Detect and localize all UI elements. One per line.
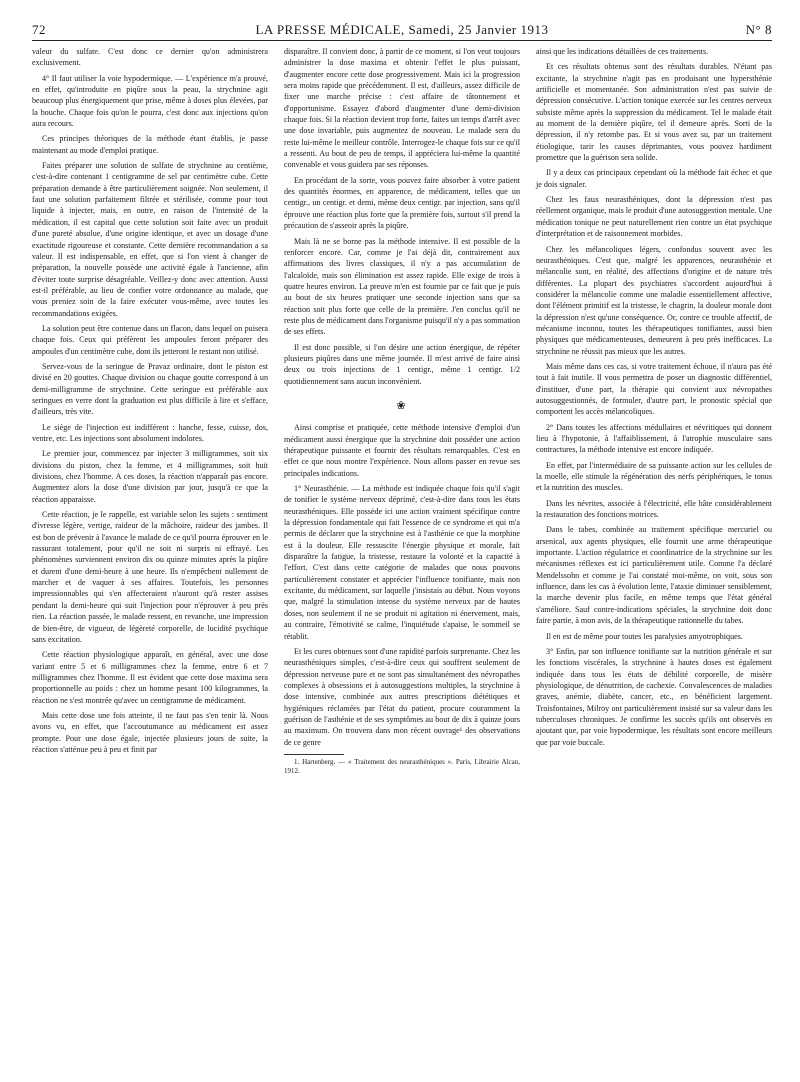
footnote: 1. Hartenberg. — « Traitement des neurasthéniques ». Paris, Librairie Alcan, 1912.: [284, 757, 520, 775]
paragraph: Et ces résultats obtenus sont des résultats durables. N'étant pas excitante, la strychnine n'agit pas en produisant une hypersthénie artificielle et momentanée. Son administration n'est pas suivie de dépression consécutive. L'action tonique exercée sur les centres nerveux subsiste même après la suppression du médicament. Tel le malade était au moment de la dernière piqûre, tel il demeure après. Sorti de la dépression, il n'y retombe pas. Et si vous avez su, par un traitement étiologique, tarir les causes déprimantes, vous pouvez hardiment promettre que la guérison sera solide.: [536, 62, 772, 163]
paragraph: En effet, par l'intermédiaire de sa puissante action sur les cellules de la moelle, elle stimule la régénération des nerfs périphériques, le tonus et la nutrition des muscles.: [536, 460, 772, 493]
paragraph: Le premier jour, commencez par injecter 3 milligrammes, soit six divisions du piston, chez la femme, et 4 milligrammes, soit huit divisions, chez l'homme. A ces doses, la réaction n'apparaît pas encore. Augmentez alors la dose d'une division par jour, jusqu'à ce que la réaction apparaisse.: [32, 449, 268, 504]
paragraph: Le siège de l'injection est indifférent : hanche, fesse, cuisse, dos, ventre, etc. Les injections sont absolument indolores.: [32, 422, 268, 443]
page-header: [32, 20, 772, 42]
paragraph: valeur du sulfate. C'est donc ce dernier qu'on administrera exclusivement.: [32, 47, 268, 68]
header-rule: [32, 40, 772, 41]
page-number: 72: [32, 22, 46, 37]
paragraph: En procédant de la sorte, vous pouvez faire absorber à votre patient des quantités énormes, en apparence, de médicament, telles que un centigr., un centigr. et demi, même deux centigr. par injection, sans qu'il éprouve une réaction plus forte que la première fois, surtout s'il prend la précaution de s'asseoir après la piqûre.: [284, 175, 520, 231]
paragraph: 3° Enfin, par son influence tonifiante sur la nutrition générale et sur les fonctions viscérales, la strychnine à hautes doses est également indiquée dans tous les états de débilité corporelle, de misère physiologique, de dénutrition, de cachexie. Convalescences de maladies graves, anémie, diabète, cancer, etc., en bénéficient largement. Troisfontaines, Milroy ont particulièrement insisté sur sa valeur dans les tuberculoses chroniques. Je confirme les succès qu'ils ont observés en ajoutant que, par voie hypodermique, les résultats sont encore meilleurs que par voie buccale.: [536, 646, 772, 747]
footnote-rule: [284, 754, 344, 755]
paragraph: Ces principes théoriques de la méthode étant établis, je passe maintenant au mode d'emploi pratique.: [32, 134, 268, 155]
section-ornament: ❀: [396, 399, 408, 412]
paragraph: Ainsi comprise et pratiquée, cette méthode intensive d'emploi d'un médicament aussi énergique que la strychnine doit posséder une action thérapeutique puissante et fournir des résultats remarquables. C'est en effet ce que nous montre l'expérience. Nous allons passer en revue ses principales indications.: [284, 423, 520, 478]
paragraph: Il en est de même pour toutes les paralysies amyotrophiques.: [546, 631, 743, 641]
paragraph: Faites préparer une solution de sulfate de strychnine au centième, c'est-à-dire contenant 1 centigramme de sel par centimètre cube. Cette préparation demande à être particulièrement soignée. Non seulement, il faut une solution parfaitement filtrée et stérilisée, comme pour tout liquide à injecter, mais, en outre, en raison de l'intensité de la médication, il est capital que cette solution soit faite avec un produit d'une pureté absolue, d'une origine identique, et avec un dosage d'une exactitude rigoureuse et constante. Cette dernière recommandation a sa valeur. Il est indispensable, en effet, que si l'on vient à changer de préparation, la nouvelle possède une activité égale à l'ancienne, afin d'éviter toute surprise désagréable. Veillez-y donc avec attention. Aussi est-il préférable, au lieu de confier votre ordonnance au malade, que vous preniez soin de la faire exécuter vous-même, avec toutes les recommandations exigées.: [32, 161, 268, 318]
paragraph: Mais là ne se borne pas la méthode intensive. Il est possible de la renforcer encore. Car, comme je l'ai déjà dit, contrairement aux affirmations des livres classiques, il n'y a pas accumulation de l'alcaloïde, mais son élimination est assez rapide. Elle exige de trois à quatre heures environ. La preuve m'en est fournie par ce fait que je puis au bout de six heures pratiquer une seconde injection sans que sa réaction soit plus forte que celle de la première. J'en conclus qu'il ne reste plus de médicament dans l'organisme puisqu'il n'y a pas sommation de ses effets.: [284, 236, 520, 337]
journal-title: LA PRESSE MÉDICALE, Samedi, 25 Janvier 1913: [255, 22, 549, 37]
paragraph: 1° Neurasthénie. — La méthode est indiquée chaque fois qu'il s'agit de tonifier le système nerveux déprimé, c'est-à-dire dans tous les états neurasthéniques. Elle possède ici une action vraiment spécifique contre la dépression fondamentale qui fait l'essence de ce syndrome et qui m'a permis de déclarer que la strychnine est à l'asthénie ce que la morphine est à la douleur. Elle ressuscite l'énergie physique et morale, fait disparaître la fatigue, la tristesse, restaure la volonté et la capacité à l'effort. C'est dans cette catégorie de malades que nous pouvons particulièrement constater et apprécier l'influence tonifiante, mais non excitante, du médicament, sur laquelle j'insistais au début. Nous voyons que, malgré la stimulation intense du système nerveux par de hautes doses, non seulement il ne se produit ni agitation ni énervement, mais, au contraire, l'émotivité se calme, l'inquiétude s'apaise, le sommeil se rétablit.: [284, 484, 520, 641]
paragraph: La solution peut être contenue dans un flacon, dans lequel on puisera chaque fois. Ceux qui préfèrent les ampoules feront préparer des ampoules d'un centimètre cube, dont ils jetteront le restant non utilisé.: [32, 323, 268, 356]
paragraph: 2° Dans toutes les affections médullaires et névritiques qui donnent lieu à l'hypotonie, à l'affaiblissement, à l'atrophie musculaire sans contractures, la méthode intensive est encore indiquée.: [536, 422, 772, 455]
column-right: [536, 46, 772, 752]
paragraph: Mais cette dose une fois atteinte, il ne faut pas s'en tenir là. Nous avons vu, en effet, que l'accoutumance au médicament est assez prompte. Pour une dose égale, injectée plusieurs jours de suite, la réaction s'atténue peu à peu et finit par: [32, 710, 268, 754]
paragraph: Il y a deux cas principaux cependant où la méthode fait échec et que je dois signaler.: [536, 168, 772, 189]
paragraph: Il est donc possible, si l'on désire une action énergique, de répéter plusieurs piqûres dans une même journée. Il m'est arrivé de faire ainsi deux ou trois injections de 1 centigr., même 1 centigr. 1/2 quotidiennement sans aucun inconvénient.: [284, 342, 520, 386]
paragraph: Dans les névrites, associée à l'électricité, elle hâte considérablement la restauration des fonctions motrices.: [536, 498, 772, 520]
paragraph: ainsi que les indications détaillées de ces traitements.: [536, 47, 709, 56]
column-left: [32, 46, 268, 759]
paragraph: Et les cures obtenues sont d'une rapidité parfois surprenante. Chez les neurasthéniques simples, c'est-à-dire ceux qui souffrent seulement de dépression nerveuse pure et ne sont pas simultanément des névropathes complexes à obsessions et à autosuggestions multiples, la strychnine à dose intensive, combinée aux autres prescriptions diététiques et hygiéniques réclamées par l'état du patient, procure couramment la guérison de l'asthénie et de ses symptômes au bout de dix à quinze jours au maximum. On trouvera dans mon récent ouvrage¹ des observations de ce genre: [284, 646, 520, 747]
issue-number: N° 8: [745, 22, 772, 37]
paragraph: Servez-vous de la seringue de Pravaz ordinaire, dont le piston est divisé en 20 gouttes. Chaque division ou chaque goutte correspond à un demi-milligramme de strychnine. Cette seringue est préférable aux seringues en verre dont la graduation est plus difficile à lire et s'efface, d'ailleurs, très vite.: [32, 361, 268, 417]
paragraph: Chez les faux neurasthéniques, dont la dépression n'est pas réellement organique, mais le produit d'une autosuggestion mentale. Une médication tonique ne peut naturellement rien contre un état psychique d'interprétation et de raisonnement morbides.: [536, 195, 772, 239]
paragraph: Cette réaction, je le rappelle, est variable selon les sujets : sentiment d'ivresse légère, vertige, raideur de la mâchoire, raideur des jambes. Il est bon de prévenir à l'avance le malade de ce qu'il pourra éprouver en le rassurant totalement, pour qu'il ne soit ni surpris ni effrayé. Les phénomènes surviennent environ dix ou quinze minutes après la piqûre et durent d'une demi-heure à une heure. Ils n'empêchent nullement de marcher et de vaquer à ses affaires. Toutefois, les personnes impressionnables qui s'en affecteraient n'auront qu'à rester assises pendant la demi-heure qui suit l'injection pour n'éprouver à peu près rien. La réaction passée, le malade ressent, en revanche, une impression de bien-être, de vigueur, de légèreté corporelle, de lucidité psychique sans excitation.: [32, 510, 268, 644]
paragraph: Mais même dans ces cas, si votre traitement échoue, il n'aura pas été tout à fait inutile. Il vous permettra de poser un diagnostic différentiel, d'instituer, d'une part, la thérapie qui convient aux névropathes autosuggestionnés, de formuler, d'autre part, le pronostic spécial que comportent les accès mélancoliques.: [536, 361, 772, 417]
paragraph: Dans le tabes, combinée au traitement spécifique mercuriel ou arsenical, aux agents physiques, elle fournit une arme thérapeutique importante. L'action régulatrice et coordinatrice de la strychnine sur les mécanismes réflexes est ici particulièrement utile. Comme l'a déclaré Mendelssohn et comme je l'ai constaté moi-même, on voit, sous son influence, dans les cas à évolution lente, l'ataxie diminuer sensiblement, la marche devenir plus facile, en même temps que l'état général s'améliore. Sauf contre-indications spéciales, la strychnine doit donc faire partie, à mon avis, de la thérapeutique rationnelle du tabes.: [536, 525, 772, 626]
column-middle: [284, 46, 520, 780]
paragraph: 4° Il faut utiliser la voie hypodermique. — L'expérience m'a prouvé, en effet, qu'introduite en piqûre sous la peau, la strychnine agit beaucoup plus énergiquement que prise, même à doses plus élevées, par la bouche. Chaque fois qu'on le pourra, c'est donc aux injections qu'on aura recours.: [32, 73, 268, 129]
paragraph: Chez les mélancoliques légers, confondus souvent avec les neurasthéniques. C'est que, malgré les apparences, neurasthénie et mélancolie sont, en réalité, des affections d'origine et de nature très différentes. La plupart des psychiatres s'accordent aujourd'hui à considérer la mélancolie comme une maladie essentiellement affective, dont l'élément primitif est la tristesse, le chagrin, la douleur morale dont la dépression n'est qu'une conséquence. Or, contre ce trouble affectif, de mécanisme inconnu, toutes les thérapeutiques tonifiantes, aussi bien physiques que médicamenteuses, demeurent à peu près inefficaces. La strychnine ne réussit pas mieux que les autres.: [536, 244, 772, 356]
paragraph: disparaître. Il convient donc, à partir de ce moment, si l'on veut toujours administrer la dose maxima et obtenir l'effet le plus puissant, d'augmenter encore cette dose progressivement. Mais ici la progression sera moins rapide que précédemment. Il est, d'ailleurs, assez difficile de fixer une marche précise : c'est affaire de tâtonnement et d'opportunisme. Essayez d'abord d'augmenter d'une demi-division chaque fois. Si la réaction devient trop forte, faites un temps d'arrêt avec une dose invariable, puis augmentez de nouveau. Le malade sera du reste lui-même le meilleur contrôle. Interrogez-le chaque fois sur ce qu'il a ressenti. Au bout de peu de temps, il appréciera lui-même la quantité convenable et vous guidera par ses réponses.: [284, 47, 520, 170]
paragraph: Cette réaction physiologique apparaît, en général, avec une dose variant entre 5 et 6 milligrammes chez la femme, entre 6 et 7 milligrammes chez l'homme. Il est évident que cette dose maxima sera proportionnelle au poids : chez un homme pesant 100 kilogrammes, la réaction ne s'est montrée qu'avec un centigramme de médicament.: [32, 650, 268, 705]
